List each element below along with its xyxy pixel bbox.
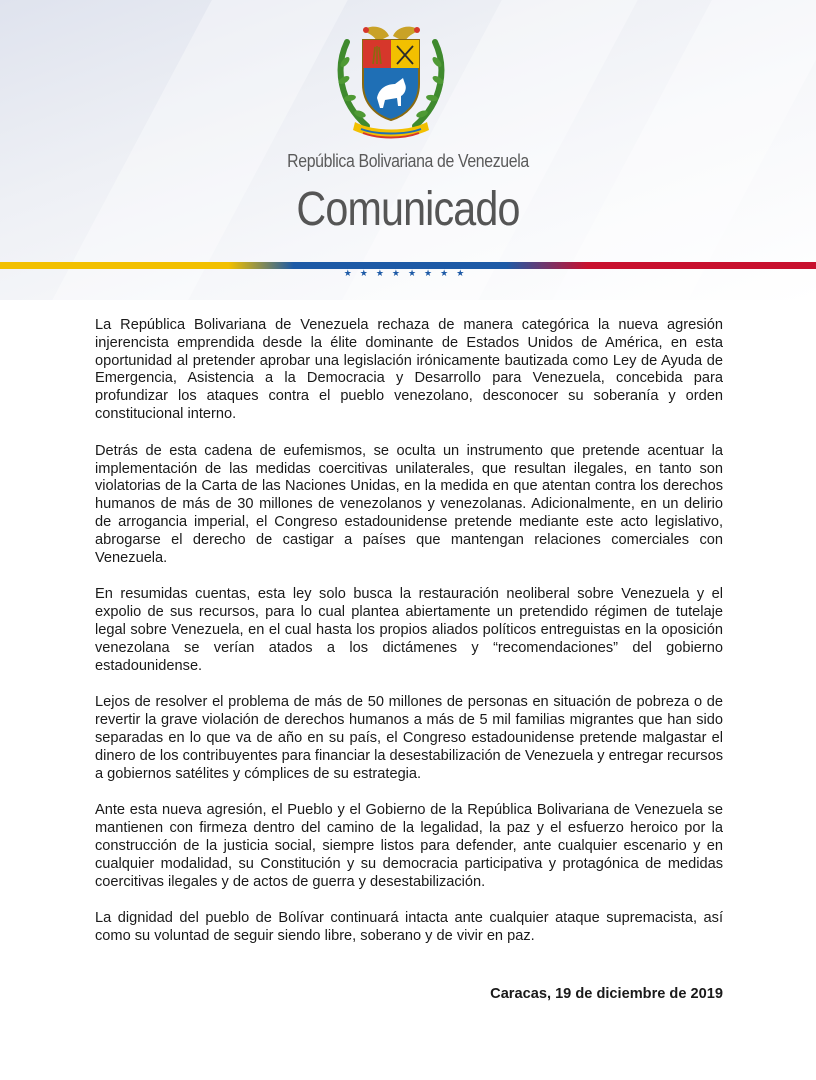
paragraph-4: Lejos de resolver el problema de más de 50 millones de personas en situación de pobreza o de revertir la grave violación de derechos humanos a más de 5 mil familias migrantes que han sido separadas en lo que va de año en su país, el Congreso estadounidense pretende malgastar el dinero de los contribuyentes para financiar la desestabilización de Venezuela y entregar recursos a gobiernos satélites y cómplices de su estrategia. xyxy=(95,694,723,782)
communique-body xyxy=(95,317,723,965)
eight-stars: ★★★★★★★★ xyxy=(343,268,473,278)
coat-of-arms-icon xyxy=(333,22,449,140)
paragraph-3: En resumidas cuentas, esta ley solo busca la restauración neoliberal sobre Venezuela y el expolio de sus recursos, para lo cual plantea abiertamente un pretendido régimen de tutelaje legal sobre Venezuela, en el cual hasta los propios aliados políticos entreguistas en la oposición venezolana se verían atados a los dictámenes y “recomendaciones” del gobierno estadounidense. xyxy=(95,586,723,674)
paragraph-6: La dignidad del pueblo de Bolívar continuará intacta ante cualquier ataque supremacista, así como su voluntad de seguir siendo libre, soberano y de vivir en paz. xyxy=(95,910,723,945)
paragraph-5: Ante esta nueva agresión, el Pueblo y el Gobierno de la República Bolivariana de Venezuela se mantienen con firmeza dentro del camino de la legalidad, la paz y el esfuerzo heroico por la construcción de la justicia social, siempre listos para defender, ante cualquier escenario y en cualquier modalidad, su Constitución y su democracia participativa y protagónica de medidas coercitivas ilegales y de actos de guerra y desestabilización. xyxy=(95,802,723,890)
paragraph-1: La República Bolivariana de Venezuela rechaza de manera categórica la nueva agresión injerencista emprendida desde la élite dominante de Estados Unidos de América, en esta oportunidad al pretender aprobar una legislación irónicamente bautizada como Ley de Ayuda de Emergencia, Asistencia a la Democracia y Desarrollo para Venezuela, concebida para profundizar los ataques contra el pueblo venezolano, desconocer su soberanía y orden constitucional interno. xyxy=(95,317,723,422)
paragraph-2: Detrás de esta cadena de eufemismos, se oculta un instrumento que pretende acentuar la implementación de las medidas coercitivas unilaterales, que resultan ilegales, en tanto son violatorias de la Carta de las Naciones Unidas, en la medida en que atentan contra los derechos humanos de más de 30 millones de venezolanos y venezolanas. Adicionalmente, en un delirio de arrogancia imperial, el Congreso estadounidense pretende mediante este acto legislativo, abrogarse el derecho de castigar a países que mantengan relaciones comerciales con Venezuela. xyxy=(95,442,723,566)
document-title: Comunicado xyxy=(296,183,520,236)
place-and-date: Caracas, 19 de diciembre de 2019 xyxy=(490,986,723,1002)
letterhead xyxy=(0,0,816,300)
republic-name: República Bolivariana de Venezuela xyxy=(287,151,529,171)
